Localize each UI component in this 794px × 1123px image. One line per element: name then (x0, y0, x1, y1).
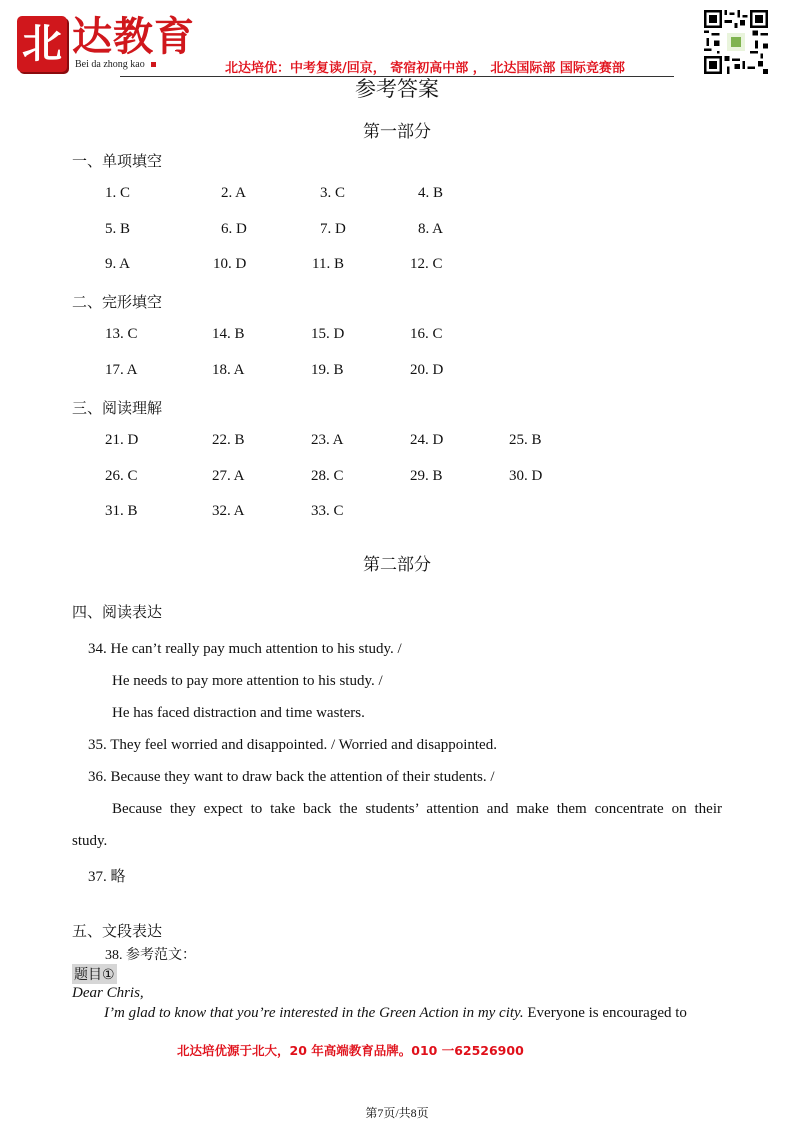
answer-34-line-1: 34. He can’t really pay much attention to his study. / (88, 641, 402, 657)
logo-mark-text: 北 (22, 20, 62, 67)
part-one-heading: 第一部分 (363, 122, 431, 142)
answer-item: 2. A (221, 185, 247, 201)
answer-item: 15. D (311, 326, 345, 342)
answer-item: 21. D (105, 432, 139, 448)
answer-36-line-3: study. (72, 833, 108, 849)
topic-tag: 题目① (72, 964, 117, 984)
answer-34-line-2: He needs to pay more attention to his study. / (112, 673, 383, 689)
section-writing-label: 五、文段表达 (72, 922, 163, 940)
letter-line-1 (104, 1005, 722, 1022)
sample-essay-label: 38. 参考范文： (105, 948, 196, 963)
section-single-choice-label: 一、单项填空 (72, 152, 163, 170)
answer-item: 27. A (212, 468, 245, 484)
answer-item: 10. D (213, 256, 247, 272)
page-number: 第7页/共8页 (365, 1106, 429, 1120)
answer-item: 31. B (105, 503, 138, 519)
answer-item: 29. B (410, 468, 443, 484)
answer-item: 33. C (311, 503, 344, 519)
answer-item: 4. B (418, 185, 444, 201)
answer-item: 18. A (212, 362, 245, 378)
section-reading-expression-label: 四、阅读表达 (72, 603, 163, 621)
logo-dot-icon (151, 62, 156, 67)
letter-salutation: Dear Chris, (72, 985, 144, 1001)
answer-item: 9. A (105, 256, 131, 272)
qr-code-icon (704, 10, 768, 74)
logo-mark (17, 16, 67, 72)
answer-item: 14. B (212, 326, 245, 342)
answer-item: 12. C (410, 256, 443, 272)
answer-item: 23. A (311, 432, 344, 448)
part-two-heading: 第二部分 (363, 555, 431, 575)
answer-item: 25. B (509, 432, 542, 448)
page-title: 参考答案 (355, 77, 439, 101)
answer-36-line-1: 36. Because they want to draw back the attention of their students. / (88, 769, 495, 785)
answer-item: 22. B (212, 432, 245, 448)
logo-pinyin: Bei da zhong kao (75, 59, 156, 70)
letter-line-1-rest: Everyone is encouraged to (523, 1005, 687, 1021)
answer-item: 5. B (105, 221, 131, 237)
footer-advertisement: 北达培优源于北大，20 年高端教育品牌。010 一62526900 (177, 1043, 524, 1058)
answer-item: 3. C (320, 185, 346, 201)
answer-item: 16. C (410, 326, 443, 342)
answer-item: 20. D (410, 362, 444, 378)
answer-item: 28. C (311, 468, 344, 484)
answer-item: 13. C (105, 326, 138, 342)
letter-line-1-italic: I’m glad to know that you’re interested in the Green Action in my city. (104, 1005, 524, 1021)
answer-item: 30. D (509, 468, 543, 484)
answer-item: 19. B (311, 362, 344, 378)
logo-text: 达教育 (72, 13, 195, 60)
answer-item: 17. A (105, 362, 138, 378)
answer-34-line-3: He has faced distraction and time wasters. (112, 705, 365, 721)
section-cloze-label: 二、完形填空 (72, 293, 163, 311)
answer-item: 32. A (212, 503, 245, 519)
answer-item: 7. D (320, 221, 346, 237)
section-reading-label: 三、阅读理解 (72, 399, 163, 417)
answer-item: 26. C (105, 468, 138, 484)
answer-item: 24. D (410, 432, 444, 448)
answer-35: 35. They feel worried and disappointed. / Worried and disappointed. (88, 737, 497, 753)
header-tagline: 北达培优：中考复读/回京， 寄宿初高中部 ， 北达国际部 国际竞赛部 (225, 61, 625, 76)
answer-item: 1. C (105, 185, 131, 201)
answer-37: 37. 略 (88, 869, 126, 885)
answer-item: 6. D (221, 221, 247, 237)
answer-36-line-2: Because they expect to take back the students’ attention and make them concentrate on their (112, 801, 722, 817)
answer-item: 8. A (418, 221, 444, 237)
answer-item: 11. B (312, 256, 344, 272)
